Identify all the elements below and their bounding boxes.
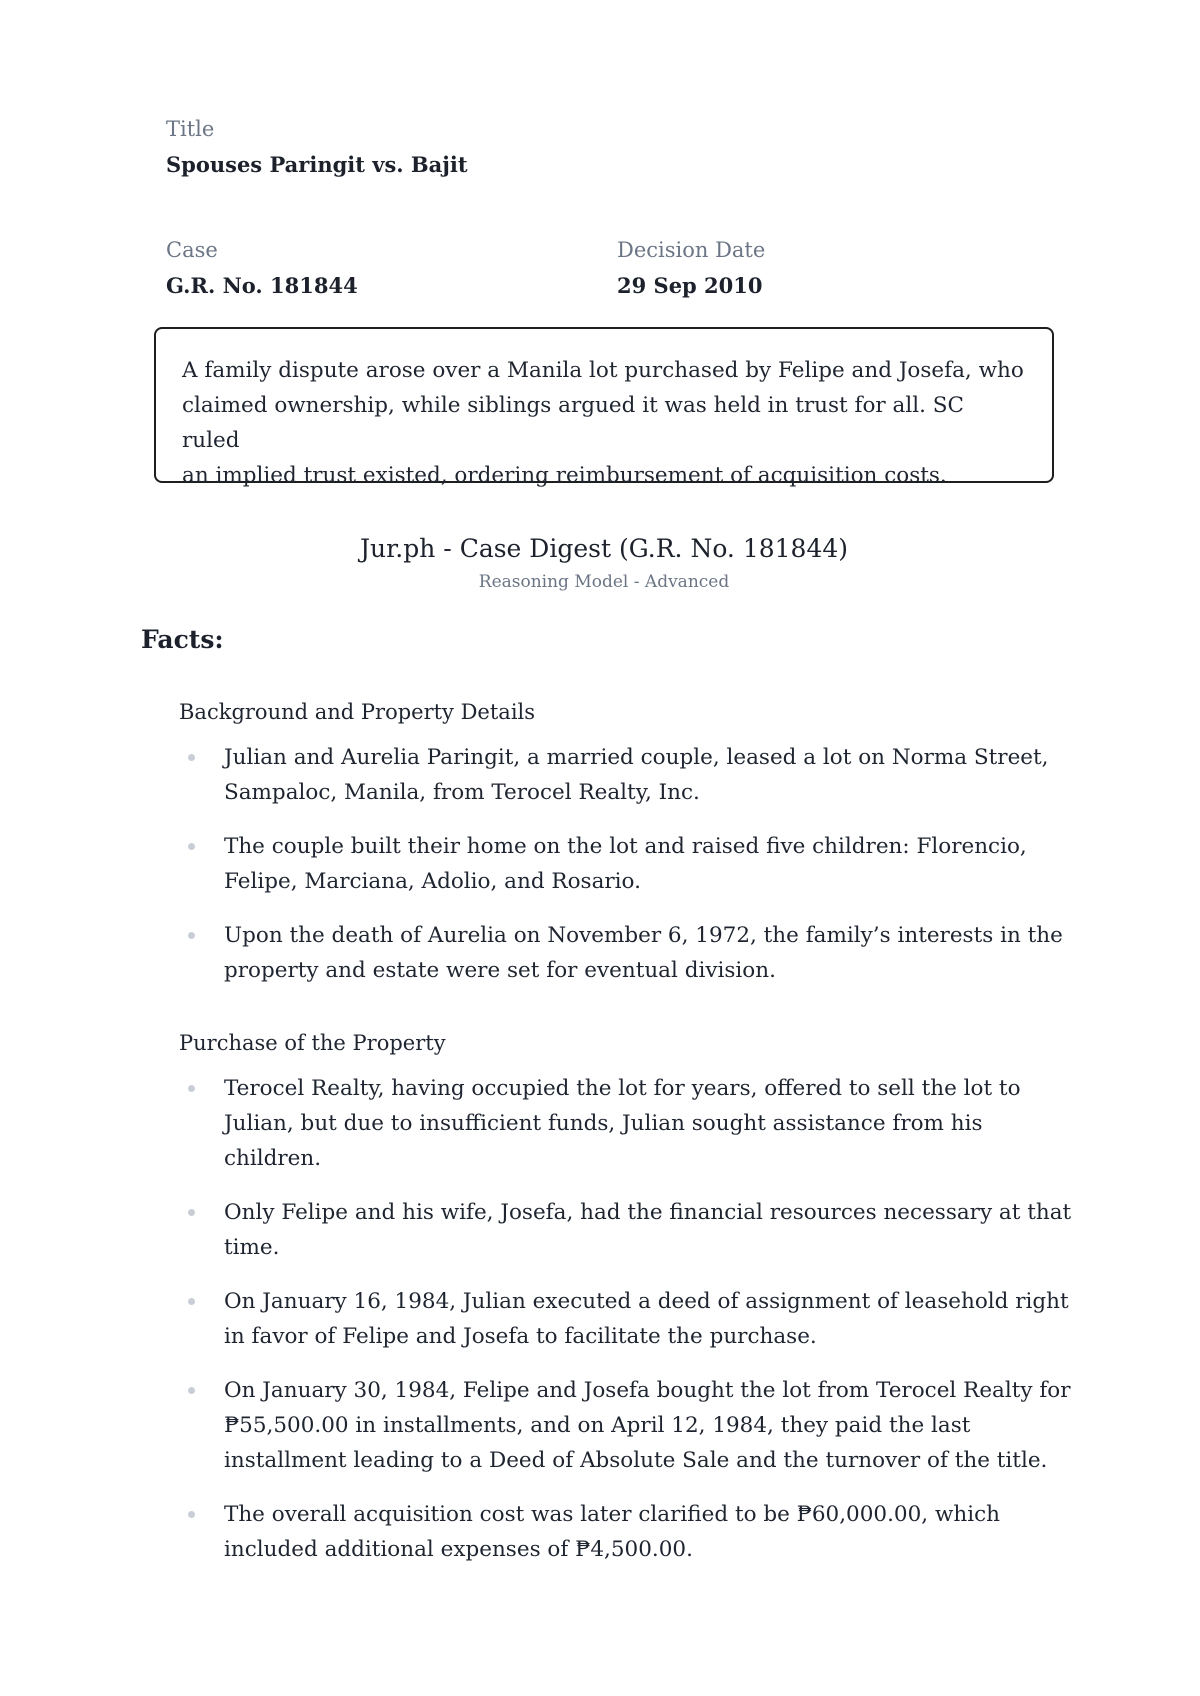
bullet-line: Julian, but due to insufficient funds, Julian sought assistance from his — [224, 1111, 983, 1136]
list-item — [188, 1373, 1088, 1478]
bullet-line: installment leading to a Deed of Absolute Sale and the turnover of the title. — [224, 1448, 1048, 1473]
bullet-line: included additional expenses of ₱4,500.00. — [224, 1537, 693, 1562]
facts-heading: Facts: — [141, 625, 224, 654]
bullet-icon — [188, 1387, 195, 1394]
bullet-icon — [188, 932, 195, 939]
bullet-icon — [188, 1298, 195, 1305]
bullet-line: On January 16, 1984, Julian executed a deed of assignment of leasehold right — [224, 1289, 1069, 1314]
summary-line: an implied trust existed, ordering reimbursement of acquisition costs. — [182, 463, 947, 488]
bullet-icon — [188, 1085, 195, 1092]
bullet-icon — [188, 754, 195, 761]
bullet-line: Sampaloc, Manila, from Terocel Realty, Inc. — [224, 780, 700, 805]
bullet-line: ₱55,500.00 in installments, and on April 12, 1984, they paid the last — [224, 1413, 971, 1438]
bullet-line: Upon the death of Aurelia on November 6, 1972, the family’s interests in the — [224, 923, 1063, 948]
summary-line: A family dispute arose over a Manila lot purchased by Felipe and Josefa, who — [182, 358, 1024, 383]
bullet-icon — [188, 1209, 195, 1216]
bullet-line: On January 30, 1984, Felipe and Josefa bought the lot from Terocel Realty for — [224, 1378, 1071, 1403]
bullet-line: Felipe, Marciana, Adolio, and Rosario. — [224, 869, 641, 894]
bullet-line: The couple built their home on the lot and raised five children: Florencio, — [224, 834, 1027, 859]
section-heading-purchase: Purchase of the Property — [179, 1031, 446, 1055]
case-field — [166, 238, 358, 298]
bullet-line: Only Felipe and his wife, Josefa, had the financial resources necessary at that — [224, 1200, 1072, 1225]
digest-subheading: Reasoning Model - Advanced — [478, 572, 730, 592]
section-heading-background: Background and Property Details — [179, 700, 536, 724]
list-item — [188, 1195, 1088, 1265]
bullet-line: The overall acquisition cost was later clarified to be ₱60,000.00, which — [224, 1502, 1000, 1527]
bullet-icon — [188, 1511, 195, 1518]
decision-date-field — [617, 238, 765, 298]
list-item — [188, 1071, 1088, 1176]
list-item — [188, 829, 1088, 899]
list-item — [188, 1284, 1088, 1354]
title-field — [166, 117, 468, 177]
purchase-bullet-list — [188, 1071, 1088, 1586]
title-label: Title — [166, 117, 215, 141]
bullet-line: Terocel Realty, having occupied the lot for years, offered to sell the lot to — [224, 1076, 1021, 1101]
list-item — [188, 740, 1088, 810]
decision-date: 29 Sep 2010 — [617, 273, 763, 299]
case-label: Case — [166, 238, 218, 262]
bullet-line: property and estate were set for eventual division. — [224, 958, 776, 983]
bullet-icon — [188, 843, 195, 850]
case-number: G.R. No. 181844 — [166, 273, 358, 299]
list-item — [188, 1497, 1088, 1567]
case-summary-box — [154, 327, 1054, 488]
background-bullet-list — [188, 740, 1088, 1007]
bullet-line: Julian and Aurelia Paringit, a married couple, leased a lot on Norma Street, — [224, 745, 1049, 770]
bullet-line: children. — [224, 1146, 322, 1171]
decision-date-label: Decision Date — [617, 238, 766, 262]
digest-heading: Jur.ph - Case Digest (G.R. No. 181844) — [359, 534, 849, 563]
summary-line: claimed ownership, while siblings argued it was held in trust for all. SC ruled — [182, 393, 964, 453]
bullet-line: time. — [224, 1235, 280, 1260]
bullet-line: in favor of Felipe and Josefa to facilitate the purchase. — [224, 1324, 817, 1349]
list-item — [188, 918, 1088, 988]
case-title: Spouses Paringit vs. Bajit — [166, 152, 468, 178]
